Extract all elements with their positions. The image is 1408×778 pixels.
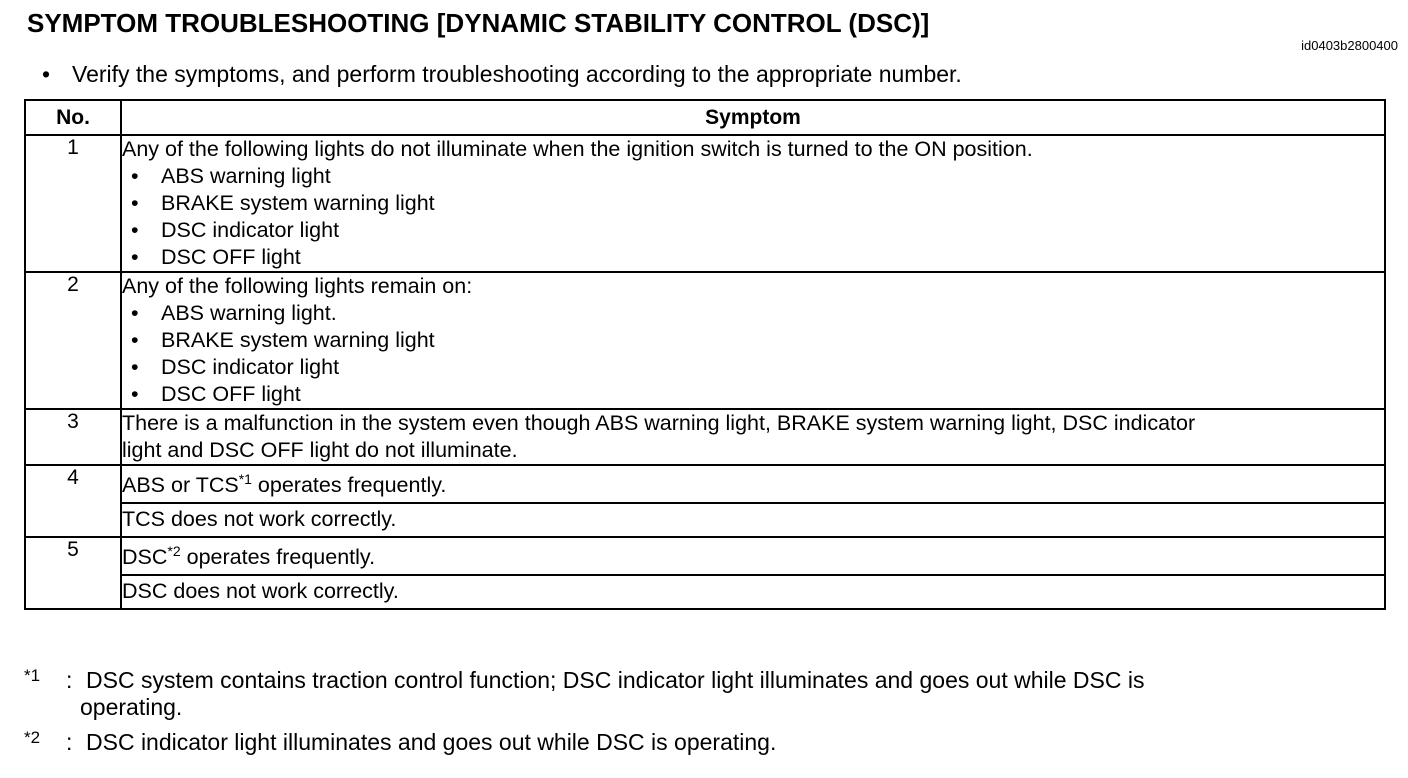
row-number: 1 — [25, 135, 121, 272]
footnote — [24, 728, 776, 756]
footnote-mark: *2 — [24, 728, 41, 747]
bullet-icon: • — [131, 164, 139, 188]
table-row — [25, 135, 1385, 272]
bullet-icon: • — [131, 301, 139, 325]
bullet-icon: • — [131, 191, 139, 215]
light-list — [122, 300, 1384, 408]
footnote-text-continued: operating. — [80, 694, 183, 720]
header-no: No. — [25, 100, 121, 135]
list-item: • BRAKE system warning light — [131, 191, 435, 215]
bullet-icon: • — [42, 61, 51, 87]
intro-instruction — [42, 61, 962, 88]
footnote-text: DSC system contains traction control function; DSC indicator light illuminates and goes out while DSC is — [86, 667, 1145, 693]
table-row — [25, 409, 1385, 465]
footnote-colon: : — [66, 729, 73, 755]
table-header-row — [25, 100, 1385, 135]
page-title: SYMPTOM TROUBLESHOOTING [DYNAMIC STABILITY CONTROL (DSC)] — [27, 8, 930, 38]
footnote-colon: : — [66, 667, 73, 693]
symptom-cell: DSC$^{*2}$ operates frequently. — [121, 537, 1385, 575]
table-row — [25, 537, 1385, 575]
bullet-icon: • — [131, 218, 139, 242]
symptom-text: Any of the following lights do not illuminate when the ignition switch is turned to the ON position. — [122, 137, 1033, 161]
symptom-cell: TCS does not work correctly. — [121, 503, 1385, 537]
list-item: • DSC OFF light — [131, 382, 301, 406]
footnote-ref: *1 — [238, 471, 252, 487]
symptom-cell: DSC does not work correctly. — [121, 575, 1385, 609]
bullet-icon: • — [131, 382, 139, 406]
light-list — [122, 163, 1384, 271]
symptom-cell: ABS or TCS$^{*1}$ operates frequently. — [121, 465, 1385, 503]
bullet-icon: • — [131, 328, 139, 352]
bullet-icon: • — [131, 355, 139, 379]
row-number: 5 — [25, 537, 121, 609]
table-row — [25, 503, 1385, 537]
list-item: • DSC indicator light — [131, 218, 340, 242]
symptom-cell — [121, 135, 1385, 272]
symptom-cell — [121, 272, 1385, 409]
symptom-text-line: There is a malfunction in the system even though ABS warning light, BRAKE system warning light, DSC indicator — [122, 411, 1196, 435]
table-row — [25, 575, 1385, 609]
symptom-text: Any of the following lights remain on: — [122, 274, 473, 298]
intro-text: Verify the symptoms, and perform troubleshooting according to the appropriate number. — [72, 61, 962, 87]
footnote — [24, 666, 1144, 721]
footnote-mark: *1 — [24, 666, 41, 685]
table-row — [25, 465, 1385, 503]
bullet-icon: • — [131, 245, 139, 269]
symptom-cell — [121, 409, 1385, 465]
list-item: • DSC indicator light — [131, 355, 340, 379]
row-number: 4 — [25, 465, 121, 537]
footnote-text: DSC indicator light illuminates and goes out while DSC is operating. — [86, 729, 777, 755]
list-item: • BRAKE system warning light — [131, 328, 435, 352]
symptom-table — [24, 99, 1386, 610]
document-id: id0403b2800400 — [1301, 38, 1398, 53]
list-item: • ABS warning light. — [131, 301, 337, 325]
row-number: 2 — [25, 272, 121, 409]
table-row — [25, 272, 1385, 409]
row-number: 3 — [25, 409, 121, 465]
list-item: • DSC OFF light — [131, 245, 301, 269]
header-symptom: Symptom — [121, 100, 1385, 135]
list-item: • ABS warning light — [131, 164, 331, 188]
symptom-text-line: light and DSC OFF light do not illuminate. — [122, 438, 518, 462]
footnote-ref: *2 — [167, 543, 181, 559]
